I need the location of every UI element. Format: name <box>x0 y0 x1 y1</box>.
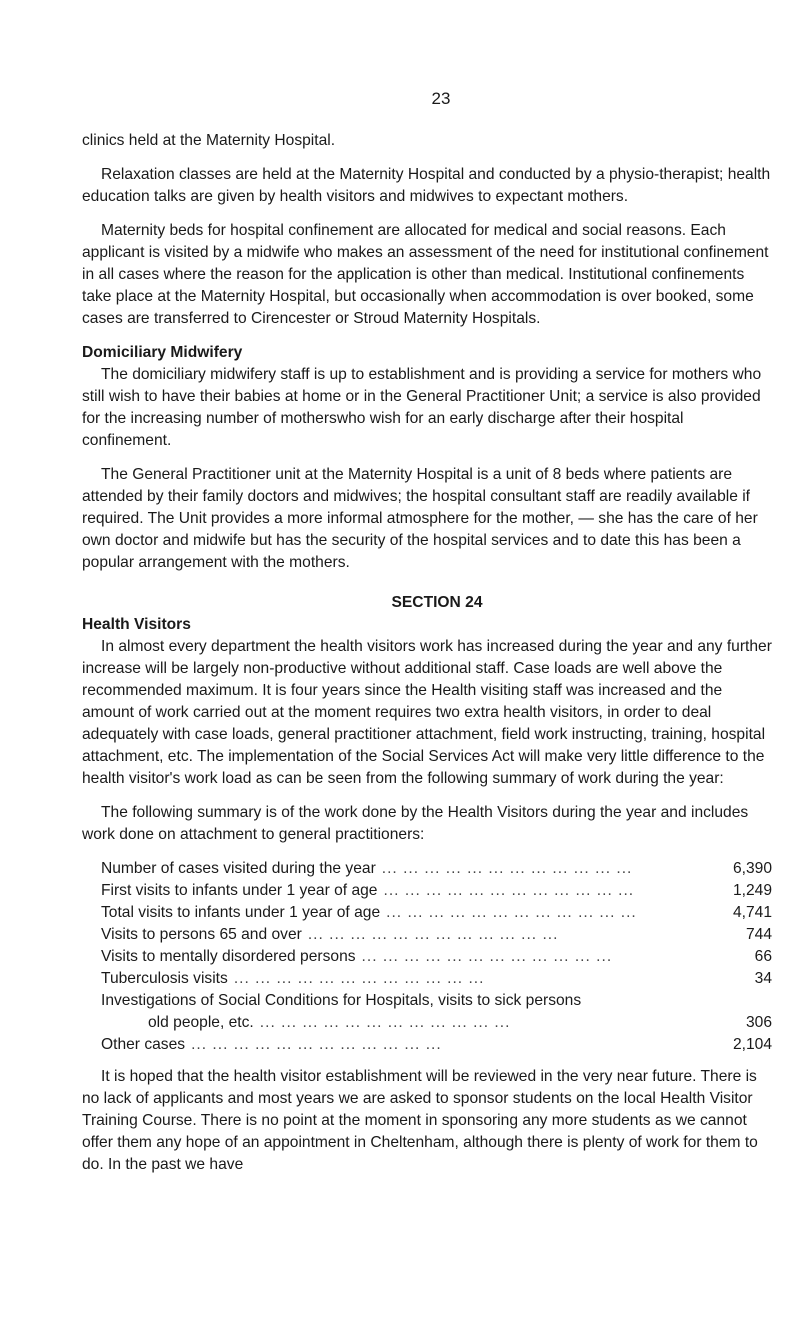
leader-dots: ... ... ... ... ... ... ... ... ... ... ... ... <box>233 970 485 987</box>
leader-dots: ... ... ... ... ... ... ... ... ... ... ... ... <box>259 1014 511 1031</box>
leader-dots: ... ... ... ... ... ... ... ... ... ... ... ... <box>361 948 613 965</box>
stat-label: Visits to mentally disordered persons <box>101 948 356 965</box>
stat-label: First visits to infants under 1 year of age <box>101 882 378 899</box>
document-page <box>82 88 772 1188</box>
paragraph-health-visitors-work: In almost every department the health visitors work has increased during the year and any further increase will be largely non-productive without additional staff. Case loads are well above the recommended maximum. It is four years since the Health visiting staff was increased and the amount of work carried out at the moment requires two extra health visitors, in order to deal adequately with case loads, general practitioner attachment, field work instructing, training, hospital attachment, etc. The implementation of the Social Services Act will make very little difference to the health visitor's work load as can be seen from the following summary of work during the year: <box>82 638 772 787</box>
stat-value: 2,104 <box>732 1036 772 1053</box>
stat-label: Number of cases visited during the year <box>101 860 376 877</box>
stat-row <box>82 1034 772 1056</box>
heading-domiciliary: Domiciliary Midwifery <box>82 344 243 361</box>
stat-label-continued: old people, etc. <box>148 1014 254 1031</box>
paragraph-maternity-beds: Maternity beds for hospital confinement are allocated for medical and social reasons. Each applicant is visited by a midwife who makes an assessment of the need for institutional confinement in all cases where the reason for the application is other than medical. Institutional confinements take place at the Maternity Hospital, but occasionally when accommodation is over booked, some cases are transferred to Cirencester or Stroud Maternity Hospitals. <box>82 222 769 327</box>
paragraph-summary-intro: The following summary is of the work done by the Health Visitors during the year and includes work done on attachment to general practitioners: <box>82 804 749 843</box>
stat-row <box>82 946 772 968</box>
leader-dots: ... ... ... ... ... ... ... ... ... ... ... ... <box>191 1036 442 1053</box>
stat-label: Investigations of Social Conditions for Hospitals, visits to sick persons <box>101 992 582 1009</box>
work-summary-list <box>82 858 772 1056</box>
stat-row <box>82 858 772 880</box>
paragraph-relaxation: Relaxation classes are held at the Maternity Hospital and conducted by a physio-therapist; health education talks are given by health visitors and midwives to expectant mothers. <box>82 166 771 205</box>
stat-row <box>82 968 772 990</box>
stat-value: 4,741 <box>732 904 772 921</box>
stat-row <box>82 880 772 902</box>
stat-value: 6,390 <box>732 860 772 877</box>
paragraph-domiciliary-staff: The domiciliary midwifery staff is up to establishment and is providing a service for mothers who still wish to have their babies at home or in the General Practitioner Unit; a service is also provided for the increasing number of motherswho wish for an early discharge after their hospital confinement. <box>82 366 762 449</box>
stat-row <box>82 902 772 924</box>
stat-value: 306 <box>745 1014 772 1031</box>
leader-dots: ... ... ... ... ... ... ... ... ... ... ... ... <box>386 904 637 921</box>
page-number: 23 <box>431 89 451 108</box>
leader-dots: ... ... ... ... ... ... ... ... ... ... ... ... <box>381 860 633 877</box>
intro-line: clinics held at the Maternity Hospital. <box>82 132 336 149</box>
stat-value: 744 <box>745 926 772 943</box>
paragraph-closing: It is hoped that the health visitor establishment will be reviewed in the very near future. There is no lack of applicants and most years we are asked to sponsor students on the local Health Visitor Training Course. There is no point at the moment in sponsoring any more students as we cannot offer them any hope of an appointment in Cheltenham, although there is plenty of work for them to do. In the past we have <box>82 1068 758 1173</box>
heading-health-visitors: Health Visitors <box>82 616 191 633</box>
stat-value: 66 <box>754 948 772 965</box>
stat-row <box>82 924 772 946</box>
section-title: SECTION 24 <box>391 594 483 611</box>
stat-value: 1,249 <box>732 882 772 899</box>
stat-row-investigations <box>82 990 772 1034</box>
stat-value: 34 <box>754 970 772 987</box>
stat-label: Other cases <box>101 1036 186 1053</box>
stat-label: Tuberculosis visits <box>101 970 228 987</box>
stat-label: Total visits to infants under 1 year of age <box>101 904 381 921</box>
leader-dots: ... ... ... ... ... ... ... ... ... ... ... ... <box>383 882 635 899</box>
paragraph-gp-unit: The General Practitioner unit at the Maternity Hospital is a unit of 8 beds where patients are attended by their family doctors and midwives; the hospital consultant staff are readily available if required. The Unit provides a more informal atmosphere for the mother, — she has the care of her own doctor and midwife but has the security of the hospital services and to date this has been a popular arrangement with the mothers. <box>82 466 758 571</box>
stat-label: Visits to persons 65 and over <box>101 926 302 943</box>
leader-dots: ... ... ... ... ... ... ... ... ... ... ... ... <box>307 926 559 943</box>
